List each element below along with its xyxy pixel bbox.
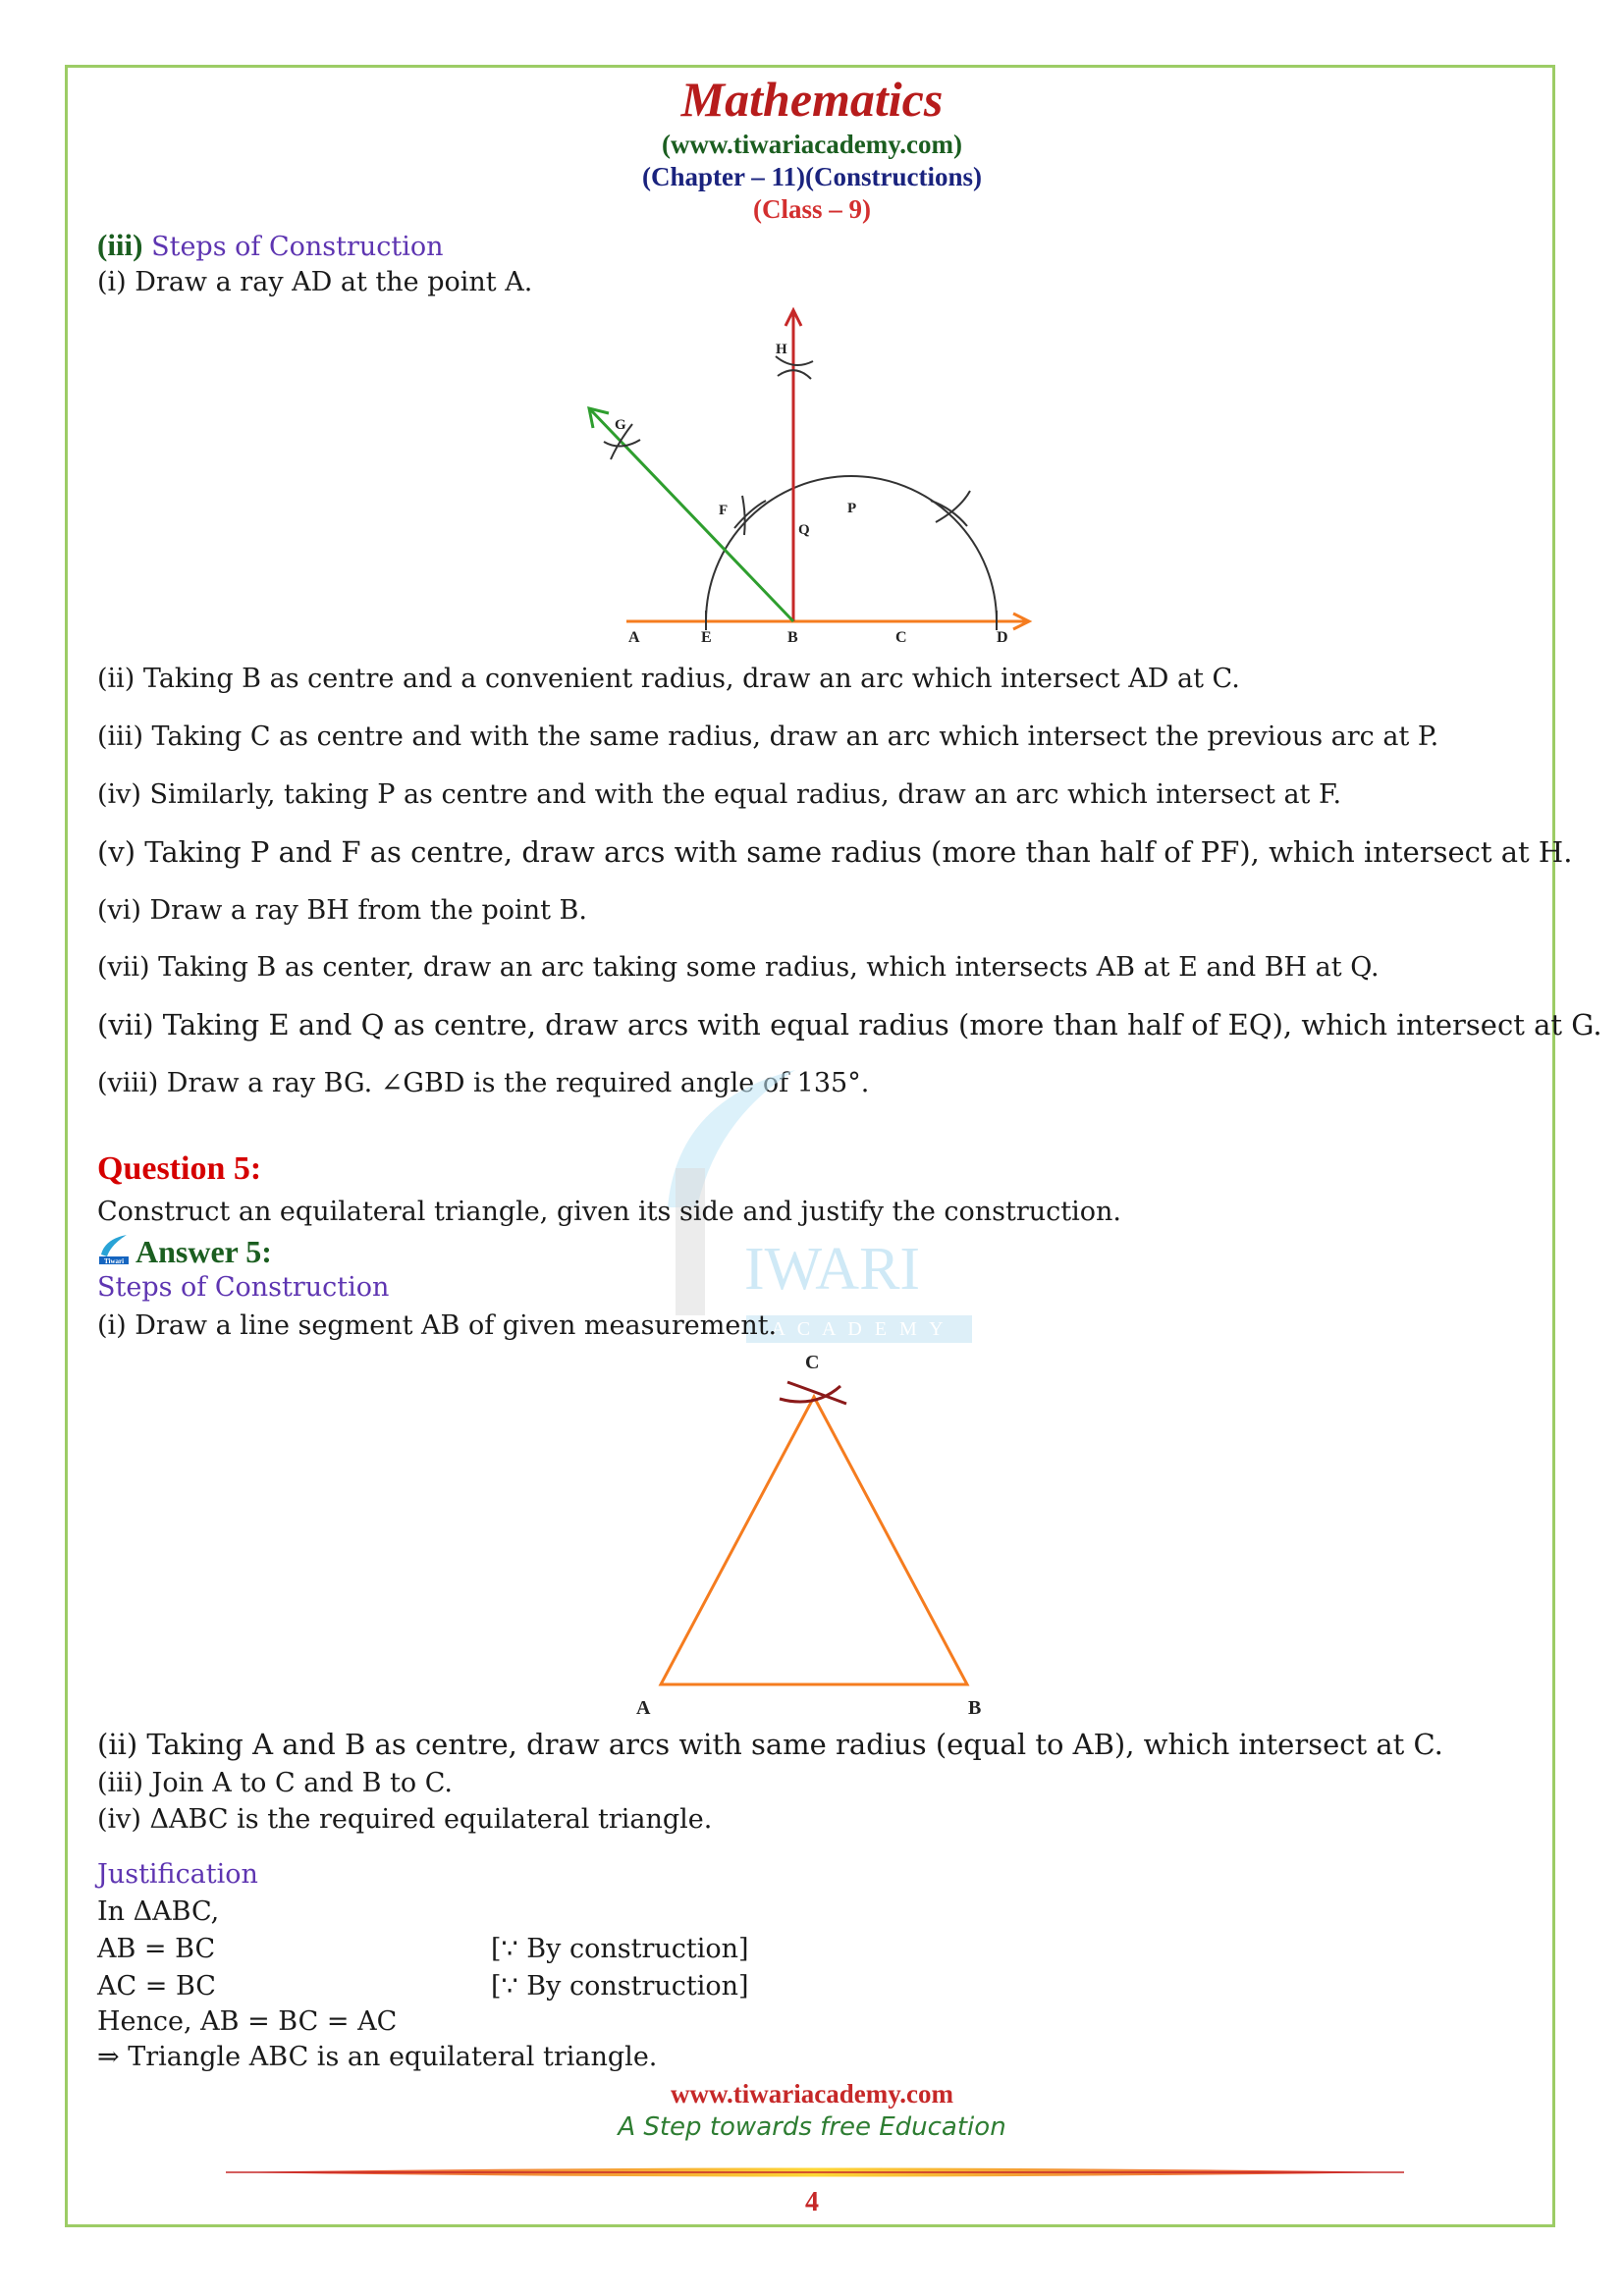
justification-line-2: AB = BC: [97, 1934, 216, 1964]
part3-step-4: (iv) Similarly, taking P as centre and with the equal radius, draw an arc which intersect at F.: [97, 779, 1342, 810]
header-website: (www.tiwariacademy.com): [662, 130, 962, 159]
fig1-label-q: Q: [798, 522, 810, 538]
figure-equilateral-triangle: [619, 1345, 1001, 1718]
part3-step-8: (vii) Taking E and Q as centre, draw arcs with equal radius (more than half of EQ), which intersect at G.: [97, 1008, 1602, 1041]
justification-label: Justification: [97, 1859, 258, 1890]
answer-5-step-3: (iii) Join A to C and B to C.: [97, 1768, 453, 1798]
justification-line-5: ⇒ Triangle ABC is an equilateral triangle.: [97, 2042, 658, 2072]
page-title: Mathematics: [680, 72, 944, 127]
part3-step-6: (vi) Draw a ray BH from the point B.: [97, 895, 587, 926]
fig1-label-d: D: [997, 629, 1008, 646]
fig1-label-f: F: [719, 503, 729, 518]
answer-5-heading: Answer 5:: [135, 1234, 272, 1269]
header-chapter: (Chapter – 11)(Constructions): [642, 162, 982, 191]
justification-line-1: In ΔABC,: [97, 1896, 220, 1927]
arc-mark-f2: [742, 496, 745, 535]
arc-mark-f: [734, 501, 766, 528]
fig1-label-a: A: [628, 629, 640, 646]
answer-5-steps-label: Steps of Construction: [97, 1272, 390, 1303]
answer-logo-icon: [97, 1233, 131, 1266]
fig1-label-p: P: [847, 501, 857, 516]
footer-tagline: A Step towards free Education: [618, 2112, 1006, 2142]
part3-step-3: (iii) Taking C as centre and with the same radius, draw an arc which intersect the previous arc at P.: [97, 721, 1439, 752]
part3-label-num: (iii): [97, 228, 143, 262]
fig1-label-e: E: [701, 629, 712, 646]
arc-center-b: [706, 476, 997, 621]
ray-bg: [591, 410, 793, 621]
justification-line-4: Hence, AB = BC = AC: [97, 2006, 398, 2037]
part3-step-9: (viii) Draw a ray BG. ∠GBD is the required angle of 135°.: [97, 1068, 870, 1098]
fig2-label-b: B: [968, 1697, 982, 1718]
justification-reason-2: [∵ By construction]: [491, 1934, 749, 1964]
fig2-label-c: C: [805, 1352, 820, 1373]
watermark-text: IWARI: [744, 1236, 921, 1303]
question-5-heading: Question 5:: [97, 1150, 262, 1187]
answer-5-step-1: (i) Draw a line segment AB of given measurement.: [97, 1310, 778, 1341]
part3-step-7: (vii) Taking B as center, draw an arc taking some radius, which intersects AB at E and BH at Q.: [97, 952, 1380, 983]
part3-step-1: (i) Draw a ray AD at the point A.: [97, 267, 533, 297]
figure-angle-135: [550, 294, 1060, 658]
fig2-label-a: A: [636, 1697, 651, 1718]
part3-heading: [97, 228, 444, 263]
watermark-subtext: A C A D E M Y: [746, 1315, 972, 1343]
part3-step-2: (ii) Taking B as centre and a convenient radius, draw an arc which intersect AD at C.: [97, 664, 1240, 694]
footer-divider: [226, 2165, 1404, 2179]
fig1-label-g: G: [615, 417, 626, 433]
part3-step-5: (v) Taking P and F as centre, draw arcs with same radius (more than half of PF), which intersect at H.: [97, 835, 1573, 869]
question-5-text: Construct an equilateral triangle, given its side and justify the construction.: [97, 1197, 1122, 1227]
fig1-label-c: C: [895, 629, 907, 646]
footer-url[interactable]: www.tiwariacademy.com: [671, 2079, 953, 2109]
triangle-abc: [661, 1397, 967, 1684]
page-number: 4: [805, 2187, 819, 2217]
svg-text:Tiwari: Tiwari: [103, 1257, 125, 1265]
fig1-label-b: B: [787, 629, 798, 646]
fig1-label-h: H: [776, 342, 787, 357]
header-class: (Class – 9): [753, 194, 871, 224]
answer-5-step-2: (ii) Taking A and B as centre, draw arcs with same radius (equal to AB), which intersect at C.: [97, 1728, 1443, 1761]
justification-line-3: AC = BC: [97, 1971, 216, 2002]
part3-label-text: Steps of Construction: [151, 232, 444, 262]
answer-5-step-4: (iv) ΔABC is the required equilateral triangle.: [97, 1804, 713, 1835]
justification-reason-3: [∵ By construction]: [491, 1971, 749, 2002]
